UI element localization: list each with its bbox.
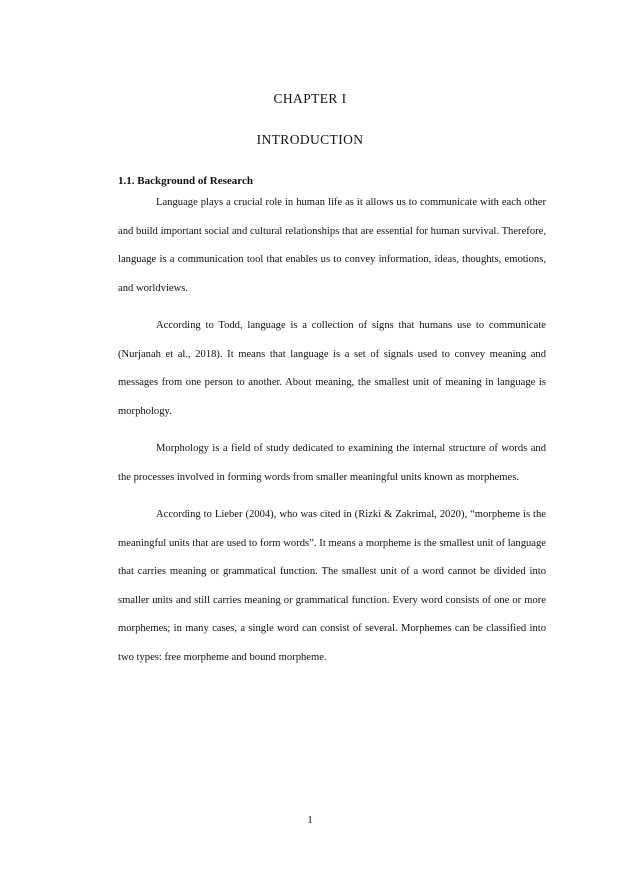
section-heading: 1.1. Background of Research — [118, 175, 253, 187]
chapter-label: CHAPTER I — [273, 91, 347, 106]
paragraph: Language plays a crucial role in human life as it allows us to communicate with each other and build important social and cultural relationships that are essential for human survival. Therefore, language is a communication tool that enables us to convey information, ideas, thoughts, emotions, and worldviews. — [118, 197, 546, 294]
page-number: 1 — [307, 814, 313, 826]
chapter-title: INTRODUCTION — [256, 132, 364, 147]
body-text — [118, 189, 546, 672]
paragraph: Morphology is a field of study dedicated to examining the internal structure of words and the processes involved in forming words from smaller meaningful units known as morphemes. — [118, 443, 546, 483]
paragraph: According to Todd, language is a collection of signs that humans use to communicate (Nurjanah et al., 2018). It means that language is a set of signals used to convey meaning and messages from one person to another. About meaning, the smallest unit of meaning in language is morphology. — [118, 320, 546, 417]
paragraph: According to Lieber (2004), who was cited in (Rizki & Zakrimal, 2020), “morpheme is the meaningful units that are used to form words”. It means a morpheme is the smallest unit of language that carries meaning or grammatical function. The smallest unit of a word cannot be divided into smaller units and still carries meaning or grammatical function. Every word consists of one or more morphemes; in many cases, a single word can consist of several. Morphemes can be classified into two types: free morpheme and bound morpheme. — [118, 509, 546, 663]
